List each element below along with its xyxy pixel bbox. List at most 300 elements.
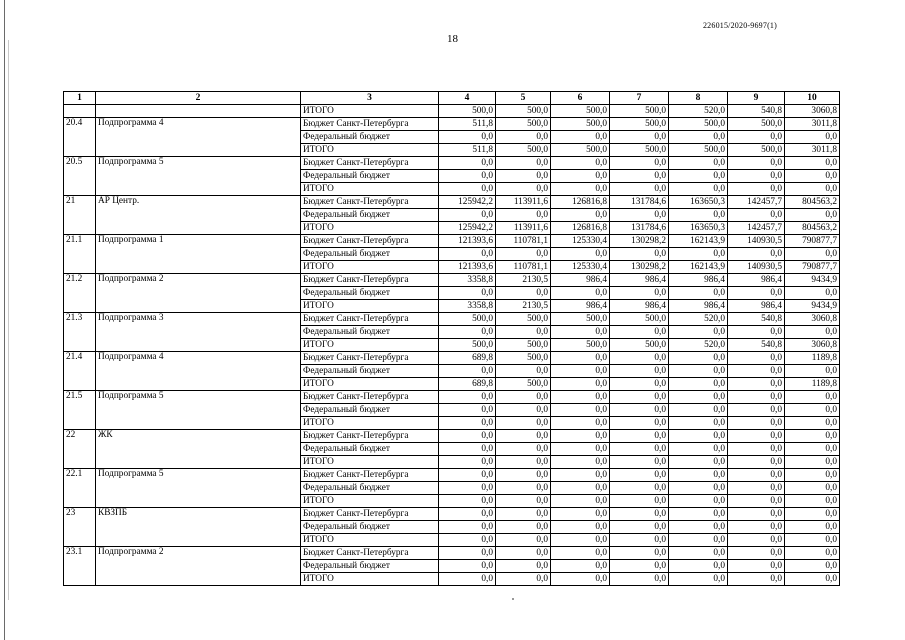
value-cell: 0,0 [728,534,785,547]
value-cell: 0,0 [496,183,551,196]
value-cell: 0,0 [728,157,785,170]
table-row [64,391,840,404]
value-cell: 0,0 [728,417,785,430]
value-cell: 140930,5 [728,261,785,274]
value-cell: 2130,5 [496,300,551,313]
funding-source: Бюджет Санкт-Петербурга [301,313,439,326]
funding-source: ИТОГО [301,339,439,352]
value-cell: 500,0 [496,352,551,365]
value-cell: 0,0 [496,456,551,469]
funding-source: Бюджет Санкт-Петербурга [301,391,439,404]
value-cell: 0,0 [551,573,610,586]
funding-source: Федеральный бюджет [301,404,439,417]
funding-source: Бюджет Санкт-Петербурга [301,469,439,482]
value-cell: 500,0 [610,339,669,352]
value-cell: 500,0 [496,339,551,352]
total-cell: 0,0 [785,573,840,586]
value-cell: 0,0 [610,417,669,430]
value-cell: 0,0 [728,287,785,300]
total-cell: 804563,2 [785,222,840,235]
table-row [64,508,840,521]
total-cell: 0,0 [785,404,840,417]
value-cell: 0,0 [669,248,728,261]
total-cell: 9434,9 [785,300,840,313]
value-cell: 0,0 [669,378,728,391]
total-cell: 0,0 [785,391,840,404]
value-cell: 126816,8 [551,196,610,209]
value-cell: 0,0 [439,521,496,534]
value-cell: 0,0 [669,560,728,573]
value-cell: 0,0 [551,287,610,300]
total-cell: 0,0 [785,495,840,508]
value-cell: 500,0 [439,313,496,326]
total-cell: 0,0 [785,157,840,170]
value-cell: 0,0 [551,495,610,508]
value-cell: 540,8 [728,313,785,326]
value-cell: 0,0 [551,521,610,534]
value-cell: 0,0 [496,248,551,261]
value-cell: 0,0 [610,521,669,534]
total-cell: 0,0 [785,482,840,495]
value-cell: 0,0 [496,443,551,456]
funding-source: ИТОГО [301,222,439,235]
value-cell: 0,0 [669,391,728,404]
value-cell: 540,8 [728,105,785,118]
total-cell: 0,0 [785,469,840,482]
total-cell: 0,0 [785,365,840,378]
value-cell: 986,4 [610,300,669,313]
page-number: 18 [447,33,458,45]
value-cell: 121393,6 [439,261,496,274]
value-cell: 500,0 [551,339,610,352]
value-cell: 0,0 [439,326,496,339]
value-cell: 0,0 [439,365,496,378]
value-cell: 3358,8 [439,274,496,287]
value-cell: 0,0 [439,209,496,222]
column-header: 8 [669,92,728,105]
item-code: 22 [64,430,96,469]
funding-source: ИТОГО [301,534,439,547]
value-cell: 0,0 [669,495,728,508]
value-cell: 0,0 [669,404,728,417]
value-cell: 0,0 [439,534,496,547]
value-cell: 0,0 [551,209,610,222]
value-cell: 0,0 [610,352,669,365]
total-cell: 0,0 [785,508,840,521]
value-cell: 0,0 [496,417,551,430]
value-cell: 500,0 [551,144,610,157]
value-cell: 0,0 [439,183,496,196]
column-header: 9 [728,92,785,105]
table-row [64,105,840,118]
value-cell: 0,0 [551,170,610,183]
column-header: 5 [496,92,551,105]
value-cell: 0,0 [728,430,785,443]
value-cell: 0,0 [496,326,551,339]
value-cell: 0,0 [551,183,610,196]
value-cell: 0,0 [610,430,669,443]
value-cell: 0,0 [669,352,728,365]
value-cell: 0,0 [669,365,728,378]
value-cell: 0,0 [496,157,551,170]
value-cell: 162143,9 [669,261,728,274]
value-cell: 0,0 [728,404,785,417]
value-cell: 0,0 [439,469,496,482]
total-cell: 3060,8 [785,313,840,326]
item-name: Подпрограмма 2 [96,274,301,313]
value-cell: 511,8 [439,144,496,157]
value-cell: 0,0 [551,378,610,391]
total-cell: 804563,2 [785,196,840,209]
value-cell: 0,0 [551,157,610,170]
funding-source: Федеральный бюджет [301,365,439,378]
value-cell: 0,0 [439,157,496,170]
value-cell: 0,0 [496,482,551,495]
value-cell: 0,0 [669,456,728,469]
total-cell: 1189,8 [785,352,840,365]
value-cell: 113911,6 [496,222,551,235]
value-cell: 0,0 [669,521,728,534]
table-row [64,547,840,560]
funding-source: ИТОГО [301,300,439,313]
value-cell: 121393,6 [439,235,496,248]
value-cell: 0,0 [439,248,496,261]
value-cell: 0,0 [496,131,551,144]
value-cell: 0,0 [669,482,728,495]
value-cell: 0,0 [551,352,610,365]
value-cell: 0,0 [669,469,728,482]
value-cell: 0,0 [728,365,785,378]
value-cell: 125330,4 [551,235,610,248]
value-cell: 0,0 [728,573,785,586]
value-cell: 986,4 [610,274,669,287]
value-cell: 0,0 [669,183,728,196]
item-code: 23 [64,508,96,547]
value-cell: 0,0 [610,547,669,560]
value-cell: 0,0 [496,495,551,508]
value-cell: 986,4 [669,300,728,313]
value-cell: 0,0 [669,573,728,586]
value-cell: 0,0 [439,560,496,573]
funding-source: ИТОГО [301,378,439,391]
total-cell: 0,0 [785,131,840,144]
table-body [64,105,840,586]
value-cell: 162143,9 [669,235,728,248]
value-cell: 500,0 [728,144,785,157]
value-cell: 0,0 [496,560,551,573]
value-cell: 0,0 [496,404,551,417]
value-cell: 0,0 [496,573,551,586]
value-cell: 0,0 [551,404,610,417]
item-code: 22.1 [64,469,96,508]
value-cell: 0,0 [610,560,669,573]
value-cell: 0,0 [669,443,728,456]
table-row [64,196,840,209]
total-cell: 0,0 [785,326,840,339]
value-cell: 0,0 [728,170,785,183]
value-cell: 110781,1 [496,235,551,248]
value-cell: 986,4 [551,274,610,287]
value-cell: 0,0 [728,183,785,196]
value-cell: 142457,7 [728,196,785,209]
value-cell: 0,0 [439,430,496,443]
total-cell: 0,0 [785,287,840,300]
value-cell: 520,0 [669,339,728,352]
column-header: 1 [64,92,96,105]
value-cell: 0,0 [496,391,551,404]
value-cell: 0,0 [496,547,551,560]
funding-source: Бюджет Санкт-Петербурга [301,547,439,560]
item-code: 20.4 [64,118,96,157]
item-code: 21.1 [64,235,96,274]
table-row [64,352,840,365]
value-cell: 0,0 [551,391,610,404]
value-cell: 0,0 [610,508,669,521]
funding-source: Федеральный бюджет [301,560,439,573]
value-cell: 0,0 [551,430,610,443]
value-cell: 500,0 [496,144,551,157]
value-cell: 125330,4 [551,261,610,274]
item-name: Подпрограмма 3 [96,313,301,352]
value-cell: 125942,2 [439,196,496,209]
funding-source: ИТОГО [301,261,439,274]
value-cell: 0,0 [610,183,669,196]
value-cell: 500,0 [551,118,610,131]
value-cell: 0,0 [551,469,610,482]
value-cell: 0,0 [496,170,551,183]
column-header: 4 [439,92,496,105]
scan-edge-shadow [8,40,9,600]
value-cell: 0,0 [669,326,728,339]
value-cell: 163650,3 [669,222,728,235]
value-cell: 689,8 [439,378,496,391]
value-cell: 0,0 [728,378,785,391]
total-cell: 0,0 [785,248,840,261]
table-row [64,313,840,326]
column-header: 6 [551,92,610,105]
value-cell: 0,0 [439,131,496,144]
value-cell: 0,0 [551,547,610,560]
value-cell: 3358,8 [439,300,496,313]
value-cell: 0,0 [439,404,496,417]
value-cell: 500,0 [610,105,669,118]
value-cell: 0,0 [439,573,496,586]
item-name [96,105,301,118]
item-name: Подпрограмма 1 [96,235,301,274]
funding-source: ИТОГО [301,456,439,469]
funding-source: Бюджет Санкт-Петербурга [301,430,439,443]
value-cell: 0,0 [551,443,610,456]
value-cell: 131784,6 [610,222,669,235]
value-cell: 163650,3 [669,196,728,209]
value-cell: 0,0 [610,170,669,183]
value-cell: 0,0 [496,365,551,378]
value-cell: 0,0 [551,417,610,430]
funding-source: Федеральный бюджет [301,521,439,534]
value-cell: 0,0 [669,209,728,222]
value-cell: 0,0 [610,209,669,222]
item-code: 21 [64,196,96,235]
funding-source: Бюджет Санкт-Петербурга [301,118,439,131]
value-cell: 0,0 [610,157,669,170]
item-code: 21.4 [64,352,96,391]
value-cell: 0,0 [728,469,785,482]
item-code: 20.5 [64,157,96,196]
total-cell: 0,0 [785,209,840,222]
value-cell: 0,0 [439,417,496,430]
total-cell: 790877,7 [785,235,840,248]
value-cell: 0,0 [728,521,785,534]
value-cell: 0,0 [610,573,669,586]
value-cell: 0,0 [610,287,669,300]
value-cell: 0,0 [610,131,669,144]
value-cell: 0,0 [439,482,496,495]
item-name: Подпрограмма 5 [96,157,301,196]
total-cell: 0,0 [785,456,840,469]
value-cell: 0,0 [610,469,669,482]
value-cell: 0,0 [610,391,669,404]
value-cell: 0,0 [496,209,551,222]
value-cell: 0,0 [610,534,669,547]
column-header: 10 [785,92,840,105]
item-code [64,105,96,118]
total-cell: 0,0 [785,443,840,456]
value-cell: 0,0 [728,508,785,521]
value-cell: 0,0 [551,560,610,573]
value-cell: 0,0 [610,443,669,456]
item-code: 23.1 [64,547,96,586]
funding-source: ИТОГО [301,495,439,508]
value-cell: 0,0 [439,547,496,560]
table-row [64,235,840,248]
value-cell: 0,0 [610,495,669,508]
value-cell: 0,0 [669,287,728,300]
scan-speck [512,598,514,600]
value-cell: 0,0 [439,495,496,508]
table-header-row [64,92,840,105]
funding-source: Федеральный бюджет [301,131,439,144]
value-cell: 986,4 [728,274,785,287]
value-cell: 0,0 [610,482,669,495]
value-cell: 0,0 [610,365,669,378]
value-cell: 0,0 [728,326,785,339]
budget-table [63,91,840,586]
value-cell: 0,0 [669,417,728,430]
item-name: ЖК [96,430,301,469]
funding-source: Федеральный бюджет [301,287,439,300]
value-cell: 689,8 [439,352,496,365]
value-cell: 0,0 [669,547,728,560]
total-cell: 790877,7 [785,261,840,274]
value-cell: 0,0 [669,534,728,547]
value-cell: 0,0 [669,170,728,183]
value-cell: 0,0 [496,521,551,534]
value-cell: 500,0 [439,339,496,352]
value-cell: 500,0 [610,313,669,326]
value-cell: 0,0 [610,326,669,339]
value-cell: 986,4 [728,300,785,313]
total-cell: 9434,9 [785,274,840,287]
value-cell: 126816,8 [551,222,610,235]
item-code: 21.2 [64,274,96,313]
value-cell: 142457,7 [728,222,785,235]
funding-source: ИТОГО [301,105,439,118]
total-cell: 0,0 [785,417,840,430]
value-cell: 986,4 [669,274,728,287]
value-cell: 0,0 [610,456,669,469]
value-cell: 0,0 [551,365,610,378]
value-cell: 540,8 [728,339,785,352]
value-cell: 500,0 [439,105,496,118]
value-cell: 0,0 [728,391,785,404]
value-cell: 500,0 [496,118,551,131]
table-row [64,118,840,131]
value-cell: 0,0 [728,209,785,222]
value-cell: 0,0 [551,248,610,261]
value-cell: 500,0 [551,105,610,118]
funding-source: Бюджет Санкт-Петербурга [301,508,439,521]
column-header: 7 [610,92,669,105]
value-cell: 0,0 [439,170,496,183]
value-cell: 0,0 [439,443,496,456]
total-cell: 3011,8 [785,144,840,157]
item-code: 21.5 [64,391,96,430]
funding-source: Федеральный бюджет [301,482,439,495]
value-cell: 0,0 [439,456,496,469]
item-name: Подпрограмма 5 [96,391,301,430]
funding-source: ИТОГО [301,573,439,586]
value-cell: 130298,2 [610,261,669,274]
funding-source: ИТОГО [301,417,439,430]
value-cell: 0,0 [728,443,785,456]
funding-source: Федеральный бюджет [301,170,439,183]
value-cell: 0,0 [439,287,496,300]
value-cell: 0,0 [669,430,728,443]
total-cell: 0,0 [785,521,840,534]
table-row [64,274,840,287]
value-cell: 140930,5 [728,235,785,248]
value-cell: 0,0 [669,157,728,170]
value-cell: 520,0 [669,105,728,118]
value-cell: 0,0 [551,456,610,469]
value-cell: 131784,6 [610,196,669,209]
value-cell: 0,0 [728,547,785,560]
table-row [64,157,840,170]
value-cell: 0,0 [728,560,785,573]
item-name: Подпрограмма 4 [96,352,301,391]
value-cell: 0,0 [551,326,610,339]
value-cell: 0,0 [728,352,785,365]
funding-source: Федеральный бюджет [301,443,439,456]
value-cell: 520,0 [669,313,728,326]
table-row [64,469,840,482]
value-cell: 500,0 [496,378,551,391]
item-name: КВЗПБ [96,508,301,547]
value-cell: 0,0 [610,404,669,417]
value-cell: 500,0 [551,313,610,326]
funding-source: Федеральный бюджет [301,248,439,261]
value-cell: 0,0 [669,508,728,521]
value-cell: 0,0 [669,131,728,144]
value-cell: 0,0 [728,495,785,508]
item-name: Подпрограмма 5 [96,469,301,508]
value-cell: 2130,5 [496,274,551,287]
value-cell: 0,0 [610,378,669,391]
total-cell: 1189,8 [785,378,840,391]
value-cell: 0,0 [551,131,610,144]
value-cell: 0,0 [728,456,785,469]
value-cell: 511,8 [439,118,496,131]
